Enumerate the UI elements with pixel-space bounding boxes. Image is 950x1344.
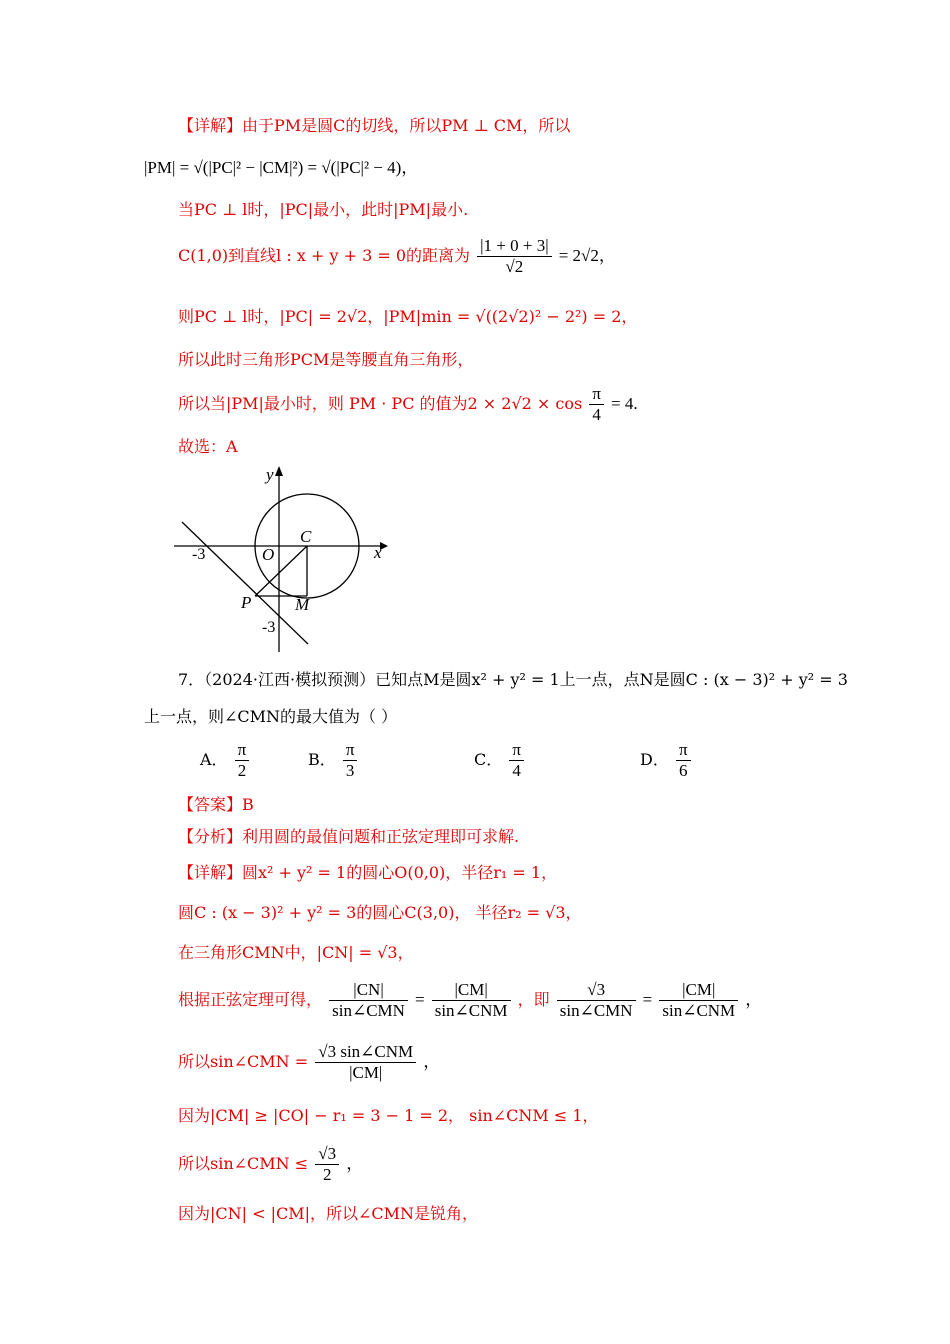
cos-angle-numerator: π [589,384,604,405]
sine-rule-fraction-2 [432,980,511,1021]
option-b-numerator: π [343,740,358,761]
y-axis-label: y [266,465,274,484]
option-b-fraction [343,740,358,781]
origin-label: O [262,545,275,564]
solution-detail-line-6: 所以此时三角形PCM是等腰直角三角形， [178,350,474,369]
sine-rule-fraction-4 [659,980,738,1021]
solution-detail-line-5: 则PC ⊥ l时，|PC| = 2√2，|PM|min = √((2√2)² − 2²) = 2， [178,307,638,326]
distance-fraction-numerator: |1 + 0 + 3| [477,236,551,257]
option-d-numerator: π [676,740,691,761]
option-b-letter: B． [308,750,336,769]
point-c-label: C [300,527,312,546]
sine-rule-fraction-1-numerator: |CN| [329,980,408,1001]
sine-rule-connector: ，即 [517,990,550,1009]
sine-rule-fraction-4-denominator: sin∠CNM [662,1001,736,1020]
solution-detail-line-1: 【详解】由于PM是圆C的切线，所以PM ⊥ CM，所以 [178,116,571,135]
y-intercept-label: -3 [262,619,276,636]
dot-product-text: 所以当|PM|最小时，则 PM · PC 的值为2 × 2√2 × cos [178,394,583,413]
option-d-denominator: 6 [678,761,688,780]
sine-rule-fraction-3 [557,980,636,1021]
solution-dot-product-line [178,384,638,425]
option-a [200,740,251,781]
option-a-numerator: π [235,740,250,761]
dot-product-result: = 4. [611,394,638,413]
solution-choice: 故选：A [178,437,238,456]
solution-distance-line [178,236,616,277]
sine-rule-fraction-4-numerator: |CM| [659,980,738,1001]
cos-angle-denominator: 4 [592,405,601,424]
question-7-line-1: 7．（2024·江西·模拟预测）已知点M是圆x² + y² = 1上一点，点N是圆C : (x − 3)² + y² = 3 [178,670,848,689]
sine-rule-fraction-2-numerator: |CM| [432,980,511,1001]
point-m-label: M [295,595,310,614]
bound-fraction [315,1144,339,1185]
distance-text: C(1,0)到直线l : x + y + 3 = 0的距离为 [178,246,471,265]
detail-sine-rule-line: 根据正弦定理可得， $\frac{|CN|}{\text{sin∠CMN}}$ = $\frac{|CM|}{\text{sin∠CNM}}$ ，即 $\frac{√3}{\text{sin∠CMN}}$ = $\frac{|CM|}{\text{sin∠CNM}}$ ， [178,980,763,1020]
analysis-line: 【分析】利用圆的最值问题和正弦定理即可求解. [178,827,520,846]
geometry-figure [172,462,402,654]
detail-line-2: 圆C : (x − 3)² + y² = 3的圆心C(3,0)， 半径r₂ = √3， [178,903,582,922]
sine-rule-text: 根据正弦定理可得， [178,990,323,1009]
bound-denominator: 2 [322,1165,332,1184]
bound-text: 所以sin∠CMN ≤ [178,1154,309,1173]
sine-rule-fraction-2-denominator: sin∠CNM [434,1001,508,1020]
distance-fraction [477,236,551,277]
sine-expression-numerator: √3 sin∠CNM [315,1042,416,1063]
option-a-fraction [235,740,250,781]
detail-line-8: 因为|CN| < |CM|，所以∠CMN是锐角， [178,1204,479,1223]
question-7-line-2: 上一点，则∠CMN的最大值为（ ） [144,707,398,726]
option-d-letter: D． [640,750,669,769]
solution-formula-pm-length: |PM| = √(|PC|² − |CM|²) = √(|PC|² − 4)， [144,158,419,177]
option-a-denominator: 2 [237,761,247,780]
detail-bound-line: 所以sin∠CMN ≤ $\frac{√3}{2}$ ， [178,1144,364,1184]
option-c-denominator: 4 [512,761,521,780]
option-d [640,740,693,781]
option-c-fraction [509,740,524,781]
option-b-denominator: 3 [345,761,355,780]
sine-rule-fraction-1 [329,980,408,1021]
sine-rule-fraction-3-numerator: √3 [557,980,636,1001]
bound-numerator: √3 [315,1144,339,1165]
sine-rule-fraction-1-denominator: sin∠CMN [332,1001,405,1020]
option-b [308,740,359,781]
detail-line-6: 因为|CM| ≥ |CO| − r₁ = 3 − 1 = 2， sin∠CNM ≤ 1， [178,1106,599,1125]
option-c-letter: C． [474,750,503,769]
detail-line-1: 【详解】圆x² + y² = 1的圆心O(0,0)，半径r₁ = 1， [178,863,558,882]
answer-line: 【答案】B [178,795,254,814]
y-axis-arrow-icon [275,466,283,476]
option-d-fraction [676,740,691,781]
sine-expression-fraction [315,1042,416,1083]
option-c-numerator: π [509,740,524,761]
line-l [182,522,308,644]
x-intercept-label: -3 [192,546,206,563]
distance-result: = 2√2， [558,246,616,265]
solution-detail-line-3: 当PC ⊥ l时，|PC|最小，此时|PM|最小. [178,200,469,219]
point-p-label: P [241,593,252,612]
cos-angle-fraction [589,384,604,425]
option-a-letter: A． [200,750,228,769]
sine-rule-fraction-3-denominator: sin∠CMN [559,1001,633,1020]
sine-expression-text: 所以sin∠CMN = [178,1052,309,1071]
option-c [474,740,526,781]
detail-line-3: 在三角形CMN中，|CN| = √3， [178,943,414,962]
distance-fraction-denominator: √2 [505,257,524,276]
x-axis-label: x [374,543,382,562]
detail-sine-expression-line: 所以sin∠CMN = $\frac{\text{√3 sin∠CNM}}{|CM|}$ ， [178,1042,441,1082]
sine-expression-denominator: |CM| [349,1063,383,1082]
